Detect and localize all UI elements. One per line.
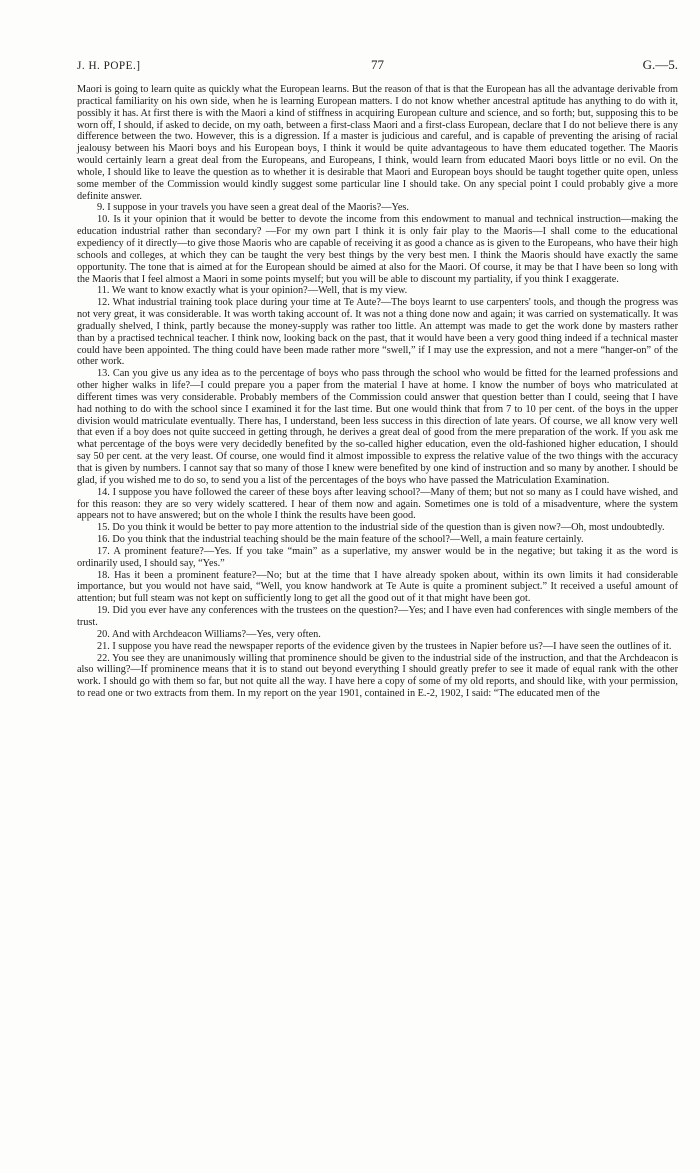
paragraph: 20. And with Archdeacon Williams?—Yes, very often. xyxy=(97,628,321,640)
paragraph: 9. I suppose in your travels you have seen a great deal of the Maoris?—Yes. xyxy=(97,202,409,214)
paragraph: 19. Did you ever have any conferences with the trustees on the question?—Yes; and I have even had conferences with single members of the trust. xyxy=(77,605,678,628)
paragraph: 10. Is it your opinion that it would be better to devote the income from this endowment to manual and technical instruction—making the education industrial rather than secondary? —For my own part I think it is only fair play to the Maoris—I shall come to the educational expediency of it directly—to give those Maoris who are capable of receiving it as good a chance as is given to the Europeans, who have their high schools and colleges, at which they can be taught the very best things by the very best men. I think the Maoris should have exactly the same opportunity. The tone that is aimed at for the European should be aimed at also for the Maori. Of course, it may be that I have been so long with the Maoris that I feel almost a Maori in some points myself; but you will be able to discount my partiality, if you think I exaggerate. xyxy=(77,214,678,285)
page-number: 77 xyxy=(371,57,384,72)
paragraph: 18. Has it been a prominent feature?—No; but at the time that I have already spoken about, within its own limits it had considerable importance, but you would not have said, “Well, you know handwork at Te Aute is quite a prominent subject.” It received a useful amount of attention; but full steam was not kept on sufficiently long to get all the good out of it that might have been got. xyxy=(77,569,678,605)
paragraph: 15. Do you think it would be better to pay more attention to the industrial side of the question than is given now?—Oh, most undoubtedly. xyxy=(97,522,665,534)
document-reference: G.—5. xyxy=(642,57,678,72)
paragraph: 16. Do you think that the industrial teaching should be the main feature of the school?—Well, a main feature certainly. xyxy=(97,534,584,546)
running-header xyxy=(77,57,678,76)
paragraph: 13. Can you give us any idea as to the percentage of boys who pass through the school who would be fitted for the learned professions and other higher walks in life?—I could prepare you a paper from the material I have at home. I know the number of boys who matriculated at different times was very considerable. Probably members of the Commission could answer that question better than I could, seeing that I have had nothing to do with the school since I examined it for the last time. But one would think that from 7 to 10 per cent. of the boys in the upper division would matriculate eventually. There has, I understand, been less success in this direction of late years. Of course, we all know very well that even if a boy does not quite succeed in getting through, he derives a great deal of good from the mere preparation of the work. If you ask me what percentage of the boys were very decidedly benefited by the so-called higher education, even the old-fashioned higher education, I should say 50 per cent. at the very least. Of course, one would find it almost impossible to express the relative value of the two things with the accuracy that is given by numbers. I cannot say that so many of those I knew were benefited by one kind of instruction and so many by another. I should be glad, if you wished me to do so, to send you a list of the percentages of the boys who have passed the Matriculation Examination. xyxy=(77,368,678,486)
paragraph: Maori is going to learn quite as quickly what the European learns. But the reason of that is that the European has all the advantage derivable from practical familiarity on his own side, when he is learning European matters. I do not know whether ancestral aptitude has anything to do with it, possibly it has. At first there is with the Maori a kind of stiffness in acquiring European culture and science, and so forth; but, supposing this to be worn off, I should, if asked to decide, on my oath, between a first-class Maori and a first-class European, declare that I do not believe there is any difference between the two. However, this is a digression. If a master is judicious and careful, and is capable of preventing the arising of racial jealousy between his Maori boys and his European boys, I think it would be quite advantageous to have them educated together. The Maoris would certainly learn a great deal from the Europeans, and Europeans, I think, would learn from educated Maori boys little or no evil. On the whole, I should like to leave the question as to whether it is desirable that Maori and European boys should be taught together quite open, unless some member of the Commission would kindly suggest some particular line I should take. On any special point I could probably give a more definite answer. xyxy=(77,84,678,202)
document-body xyxy=(77,84,678,700)
paragraph: 21. I suppose you have read the newspaper reports of the evidence given by the trustees in Napier before us?—I have seen the outlines of it. xyxy=(97,640,672,652)
paragraph: 14. I suppose you have followed the career of these boys after leaving school?—Many of them; but not so many as I could have wished, and for this reason: they are so very widely scattered. I hear of them now and again. Sometimes one is told of a misadventure, where the system appears not to have answered; but on the whole I think the results have been good. xyxy=(77,486,678,522)
paragraph: 11. We want to know exactly what is your opinion?—Well, that is my view. xyxy=(97,285,408,297)
paragraph: 22. You see they are unanimously willing that prominence should be given to the industrial side of the instruction, and that the Archdeacon is also willing?—If prominence means that it is to stand out beyond everything I should greatly prefer to see it made of equal rank with the other work. I should go with them so far, but not quite all the way. I have here a copy of some of my old reports, and should like, with your permission, to read one or two extracts from them. In my report on the year 1901, contained in E.-2, 1902, I said: “The educated men of the xyxy=(77,652,678,700)
header-author: J. H. POPE.] xyxy=(77,60,141,72)
paragraph: 17. A prominent feature?—Yes. If you take “main” as a superlative, my answer would be in the negative; but taking it as the word is ordinarily used, I should say, “Yes.” xyxy=(77,545,678,569)
paragraph: 12. What industrial training took place during your time at Te Aute?—The boys learnt to use carpenters' tools, and though the progress was not very great, it was considerable. It was worth taking account of. It was not a thing done now and again; it was carried on systematically. It was gradually shelved, I think, partly because the money-supply was rather too little. An attempt was made to get the work done by masters rather than by a practised technical teacher. I think now, looking back on the past, that it would have been a very good thing indeed if a technical master could have been appointed. The thing could have been made rather more “swell,” if I may use the expression, and not a mere “hanger-on” of the other work. xyxy=(77,297,678,368)
